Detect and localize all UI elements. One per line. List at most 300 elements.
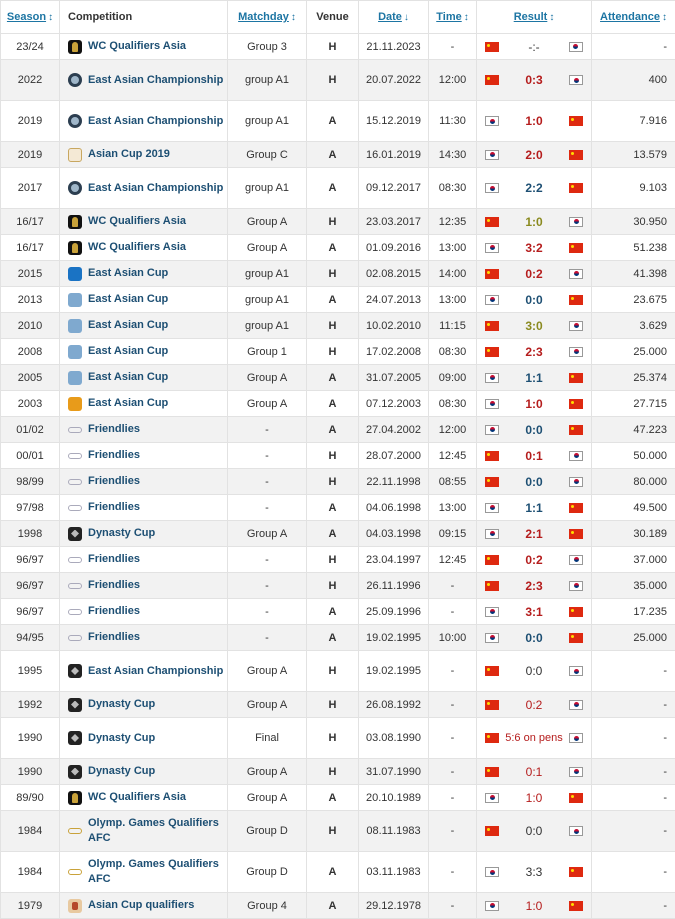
match-score-link[interactable]: 0:1: [525, 449, 542, 463]
friendlies-icon[interactable]: [68, 475, 82, 489]
match-score-link[interactable]: 1:0: [525, 397, 542, 411]
matchday-cell: Group 1: [228, 339, 307, 365]
result-column-header[interactable]: [477, 1, 592, 34]
match-score-link[interactable]: 5:6 on pens: [505, 731, 563, 745]
date-column-header[interactable]: [359, 1, 429, 34]
competition-cell[interactable]: [60, 547, 228, 573]
competition-link[interactable]: East Asian Cup: [88, 292, 168, 307]
date-cell: 01.09.2016: [359, 235, 429, 261]
korea-flag-icon: [485, 150, 499, 160]
east-asian-cup-icon[interactable]: [68, 371, 82, 385]
time-cell: 11:15: [429, 313, 477, 339]
competition-link[interactable]: Friendlies: [88, 578, 140, 593]
match-score-link[interactable]: 0:2: [525, 267, 542, 281]
time-column-header[interactable]: [429, 1, 477, 34]
competition-link[interactable]: Friendlies: [88, 474, 140, 489]
competition-cell[interactable]: [60, 417, 228, 443]
competition-cell[interactable]: [60, 168, 228, 209]
dynasty-cup-icon[interactable]: [68, 698, 82, 712]
time-cell: 08:30: [429, 391, 477, 417]
season-cell: 1984: [1, 811, 60, 852]
venue-cell: A: [307, 495, 359, 521]
china-flag-icon: [485, 700, 499, 710]
match-score-link[interactable]: 0:1: [526, 765, 543, 779]
attendance-cell: 9.103: [592, 168, 675, 209]
competition-link[interactable]: East Asian Cup: [88, 370, 168, 385]
dynasty-cup-icon[interactable]: [68, 765, 82, 779]
competition-header-label: Competition: [68, 11, 132, 23]
season-cell: 94/95: [1, 625, 60, 651]
result-cell: [477, 417, 592, 443]
china-flag-icon: [569, 150, 583, 160]
time-cell: 09:15: [429, 521, 477, 547]
match-score-link[interactable]: 1:0: [526, 791, 543, 805]
venue-cell: A: [307, 168, 359, 209]
date-cell: 21.11.2023: [359, 34, 429, 60]
venue-cell: H: [307, 34, 359, 60]
china-flag-icon: [569, 373, 583, 383]
venue-cell: A: [307, 521, 359, 547]
date-cell: 10.02.2010: [359, 313, 429, 339]
table-row: [1, 261, 675, 287]
time-cell: 11:30: [429, 101, 477, 142]
china-flag-icon: [569, 529, 583, 539]
attendance-cell: -: [592, 718, 675, 759]
sort-icon[interactable]: ↕: [48, 12, 53, 23]
competition-cell[interactable]: [60, 261, 228, 287]
competition-link[interactable]: Olymp. Games Qualifiers AFC: [88, 857, 224, 887]
season-column-header[interactable]: [1, 1, 60, 34]
competition-link[interactable]: Friendlies: [88, 604, 140, 619]
competition-cell[interactable]: [60, 101, 228, 142]
east-asian-championship-icon[interactable]: [68, 114, 82, 128]
result-cell: [477, 365, 592, 391]
competition-cell[interactable]: [60, 785, 228, 811]
korea-flag-icon: [485, 116, 499, 126]
competition-link[interactable]: WC Qualifiers Asia: [88, 39, 186, 54]
table-row: [1, 547, 675, 573]
attendance-cell: 3.629: [592, 313, 675, 339]
date-cell: 23.04.1997: [359, 547, 429, 573]
matchday-cell: -: [228, 443, 307, 469]
korea-flag-icon: [485, 425, 499, 435]
match-score-link[interactable]: 1:0: [525, 114, 542, 128]
table-row: [1, 287, 675, 313]
korea-flag-icon: [569, 42, 583, 52]
match-score-link[interactable]: 2:1: [525, 527, 542, 541]
korea-flag-icon: [485, 607, 499, 617]
match-score-link[interactable]: 0:0: [526, 824, 543, 838]
match-score-link[interactable]: 0:0: [525, 475, 542, 489]
competition-cell[interactable]: [60, 443, 228, 469]
china-flag-icon: [485, 451, 499, 461]
venue-cell: A: [307, 625, 359, 651]
matchday-cell: -: [228, 599, 307, 625]
matchday-header-label[interactable]: Matchday: [238, 11, 289, 23]
competition-cell[interactable]: [60, 521, 228, 547]
dynasty-cup-icon[interactable]: [68, 731, 82, 745]
wc-qualifiers-icon[interactable]: [68, 791, 82, 805]
match-score-link[interactable]: 0:3: [525, 73, 542, 87]
competition-link[interactable]: East Asian Cup: [88, 266, 168, 281]
date-cell: 02.08.2015: [359, 261, 429, 287]
china-flag-icon: [485, 321, 499, 331]
competition-link[interactable]: East Asian Championship: [88, 114, 223, 129]
competition-cell[interactable]: [60, 34, 228, 60]
korea-flag-icon: [569, 555, 583, 565]
matchday-cell: Group A: [228, 209, 307, 235]
time-cell: 10:00: [429, 625, 477, 651]
venue-cell: H: [307, 547, 359, 573]
result-cell: [477, 811, 592, 852]
competition-link[interactable]: WC Qualifiers Asia: [88, 214, 186, 229]
venue-cell: A: [307, 785, 359, 811]
match-score-link[interactable]: 1:0: [526, 899, 543, 913]
match-score-link[interactable]: 1:0: [525, 215, 542, 229]
season-cell: 1984: [1, 852, 60, 893]
korea-flag-icon: [569, 269, 583, 279]
east-asian-cup-icon[interactable]: [68, 397, 82, 411]
attendance-cell: 80.000: [592, 469, 675, 495]
matchday-cell: Group A: [228, 759, 307, 785]
competition-cell[interactable]: [60, 287, 228, 313]
dynasty-cup-icon[interactable]: [68, 527, 82, 541]
table-row: [1, 521, 675, 547]
venue-cell: A: [307, 852, 359, 893]
competition-cell[interactable]: [60, 692, 228, 718]
sort-icon[interactable]: ↕: [464, 12, 469, 23]
season-cell: 1990: [1, 759, 60, 785]
date-cell: 28.07.2000: [359, 443, 429, 469]
korea-flag-icon: [569, 581, 583, 591]
matchday-column-header[interactable]: [228, 1, 307, 34]
match-score-link[interactable]: -:-: [528, 40, 539, 54]
friendlies-icon[interactable]: [68, 631, 82, 645]
competition-link[interactable]: East Asian Championship: [88, 664, 223, 679]
competition-cell[interactable]: [60, 365, 228, 391]
asian-cup-qualifiers-icon[interactable]: [68, 899, 82, 913]
matchday-cell: Group A: [228, 692, 307, 718]
competition-link[interactable]: Friendlies: [88, 422, 140, 437]
table-row: [1, 34, 675, 60]
table-row: [1, 852, 675, 893]
time-cell: 12:00: [429, 60, 477, 101]
result-header-label[interactable]: Result: [514, 11, 548, 23]
time-cell: 08:55: [429, 469, 477, 495]
competition-cell[interactable]: [60, 852, 228, 893]
season-cell: 1979: [1, 893, 60, 919]
competition-cell[interactable]: [60, 313, 228, 339]
match-score-link[interactable]: 3:1: [525, 605, 542, 619]
matchday-cell: Group D: [228, 852, 307, 893]
olympic-qualifiers-icon[interactable]: [68, 824, 82, 838]
venue-cell: H: [307, 718, 359, 759]
result-cell: [477, 718, 592, 759]
venue-cell: H: [307, 339, 359, 365]
attendance-header-label[interactable]: Attendance: [600, 11, 660, 23]
date-cell: 08.11.1983: [359, 811, 429, 852]
competition-cell[interactable]: [60, 759, 228, 785]
date-cell: 26.08.1992: [359, 692, 429, 718]
korea-flag-icon: [485, 373, 499, 383]
matchday-cell: Group D: [228, 811, 307, 852]
sort-icon[interactable]: ↕: [662, 12, 667, 23]
korea-flag-icon: [485, 529, 499, 539]
korea-flag-icon: [569, 321, 583, 331]
competition-cell[interactable]: [60, 391, 228, 417]
korea-flag-icon: [485, 793, 499, 803]
result-cell: [477, 785, 592, 811]
wc-qualifiers-icon[interactable]: [68, 215, 82, 229]
competition-cell[interactable]: [60, 573, 228, 599]
dynasty-cup-icon[interactable]: [68, 664, 82, 678]
match-score-link[interactable]: 1:1: [525, 501, 542, 515]
match-score-link[interactable]: 1:1: [525, 371, 542, 385]
east-asian-championship-icon[interactable]: [68, 73, 82, 87]
date-cell: 16.01.2019: [359, 142, 429, 168]
attendance-cell: 30.189: [592, 521, 675, 547]
east-asian-cup-icon[interactable]: [68, 267, 82, 281]
competition-link[interactable]: Olymp. Games Qualifiers AFC: [88, 816, 224, 846]
competition-link[interactable]: WC Qualifiers Asia: [88, 790, 186, 805]
table-header-row: [1, 1, 675, 34]
table-row: [1, 235, 675, 261]
matchday-cell: -: [228, 547, 307, 573]
attendance-cell: 51.238: [592, 235, 675, 261]
competition-link[interactable]: Dynasty Cup: [88, 764, 155, 779]
time-cell: 09:00: [429, 365, 477, 391]
attendance-cell: -: [592, 34, 675, 60]
time-header-label[interactable]: Time: [436, 11, 461, 23]
sort-down-icon[interactable]: ↓: [404, 12, 409, 23]
china-flag-icon: [569, 793, 583, 803]
venue-cell: H: [307, 469, 359, 495]
competition-cell[interactable]: [60, 599, 228, 625]
wc-qualifiers-icon[interactable]: [68, 40, 82, 54]
date-cell: 31.07.2005: [359, 365, 429, 391]
result-cell: [477, 313, 592, 339]
attendance-cell: 25.374: [592, 365, 675, 391]
time-cell: 08:30: [429, 168, 477, 209]
competition-link[interactable]: Dynasty Cup: [88, 526, 155, 541]
korea-flag-icon: [569, 451, 583, 461]
china-flag-icon: [485, 477, 499, 487]
china-flag-icon: [485, 347, 499, 357]
competition-cell[interactable]: [60, 235, 228, 261]
matchday-cell: -: [228, 495, 307, 521]
korea-flag-icon: [569, 477, 583, 487]
sort-icon[interactable]: ↕: [549, 12, 554, 23]
competition-cell[interactable]: [60, 893, 228, 919]
china-flag-icon: [485, 666, 499, 676]
korea-flag-icon: [569, 826, 583, 836]
competition-link[interactable]: Friendlies: [88, 630, 140, 645]
competition-link[interactable]: Friendlies: [88, 448, 140, 463]
table-row: [1, 443, 675, 469]
match-rows: [1, 34, 675, 919]
competition-link[interactable]: East Asian Cup: [88, 318, 168, 333]
season-cell: 1990: [1, 718, 60, 759]
venue-cell: A: [307, 893, 359, 919]
china-flag-icon: [485, 733, 499, 743]
match-score-link[interactable]: 3:2: [525, 241, 542, 255]
matchday-cell: group A1: [228, 313, 307, 339]
east-asian-cup-icon[interactable]: [68, 345, 82, 359]
date-cell: 09.12.2017: [359, 168, 429, 209]
friendlies-icon[interactable]: [68, 553, 82, 567]
matchday-cell: Group C: [228, 142, 307, 168]
east-asian-cup-icon[interactable]: [68, 319, 82, 333]
competition-cell[interactable]: [60, 60, 228, 101]
match-score-link[interactable]: 2:0: [525, 148, 542, 162]
date-cell: 03.11.1983: [359, 852, 429, 893]
attendance-cell: 17.235: [592, 599, 675, 625]
table-row: [1, 417, 675, 443]
date-cell: 19.02.1995: [359, 625, 429, 651]
time-cell: 08:30: [429, 339, 477, 365]
korea-flag-icon: [485, 243, 499, 253]
match-score-link[interactable]: 0:0: [525, 293, 542, 307]
table-row: [1, 495, 675, 521]
matchday-cell: -: [228, 573, 307, 599]
competition-cell[interactable]: [60, 469, 228, 495]
venue-cell: A: [307, 599, 359, 625]
friendlies-icon[interactable]: [68, 501, 82, 515]
competition-link[interactable]: Asian Cup qualifiers: [88, 898, 194, 913]
competition-link[interactable]: East Asian Cup: [88, 344, 168, 359]
attendance-cell: 25.000: [592, 339, 675, 365]
asian-cup-icon[interactable]: [68, 148, 82, 162]
friendlies-icon[interactable]: [68, 605, 82, 619]
korea-flag-icon: [485, 183, 499, 193]
competition-link[interactable]: East Asian Championship: [88, 73, 223, 88]
match-score-link[interactable]: 0:0: [526, 664, 543, 678]
competition-cell[interactable]: [60, 718, 228, 759]
wc-qualifiers-icon[interactable]: [68, 241, 82, 255]
matchday-cell: group A1: [228, 101, 307, 142]
attendance-cell: 50.000: [592, 443, 675, 469]
attendance-cell: 49.500: [592, 495, 675, 521]
competition-link[interactable]: East Asian Championship: [88, 181, 223, 196]
season-cell: 2003: [1, 391, 60, 417]
matchday-cell: -: [228, 417, 307, 443]
matchday-cell: Group 4: [228, 893, 307, 919]
friendlies-icon[interactable]: [68, 579, 82, 593]
competition-link[interactable]: Friendlies: [88, 552, 140, 567]
result-cell: [477, 599, 592, 625]
sort-icon[interactable]: ↕: [291, 12, 296, 23]
matchday-cell: Group A: [228, 365, 307, 391]
venue-cell: H: [307, 313, 359, 339]
time-cell: 13:00: [429, 495, 477, 521]
attendance-cell: -: [592, 852, 675, 893]
china-flag-icon: [569, 295, 583, 305]
competition-cell[interactable]: [60, 651, 228, 692]
competition-cell[interactable]: [60, 625, 228, 651]
result-cell: [477, 547, 592, 573]
competition-cell[interactable]: [60, 811, 228, 852]
table-row: [1, 60, 675, 101]
result-cell: [477, 287, 592, 313]
match-score-link[interactable]: 3:3: [526, 865, 543, 879]
season-cell: 01/02: [1, 417, 60, 443]
competition-link[interactable]: Asian Cup 2019: [88, 147, 170, 162]
korea-flag-icon: [569, 767, 583, 777]
china-flag-icon: [485, 581, 499, 591]
match-score-link[interactable]: 2:3: [525, 345, 542, 359]
china-flag-icon: [569, 116, 583, 126]
match-score-link[interactable]: 3:0: [525, 319, 542, 333]
season-cell: 2010: [1, 313, 60, 339]
east-asian-cup-icon[interactable]: [68, 293, 82, 307]
attendance-cell: 13.579: [592, 142, 675, 168]
season-cell: 16/17: [1, 209, 60, 235]
match-score-link[interactable]: 2:3: [525, 579, 542, 593]
competition-cell[interactable]: [60, 339, 228, 365]
result-cell: [477, 101, 592, 142]
match-score-link[interactable]: 0:0: [525, 631, 542, 645]
competition-link[interactable]: Dynasty Cup: [88, 731, 155, 746]
china-flag-icon: [569, 867, 583, 877]
competition-link[interactable]: East Asian Cup: [88, 396, 168, 411]
result-cell: [477, 651, 592, 692]
result-cell: [477, 443, 592, 469]
competition-cell[interactable]: [60, 142, 228, 168]
table-row: [1, 785, 675, 811]
match-score-link[interactable]: 0:0: [525, 423, 542, 437]
china-flag-icon: [569, 607, 583, 617]
date-header-label[interactable]: Date: [378, 11, 402, 23]
time-cell: 13:00: [429, 287, 477, 313]
competition-cell[interactable]: [60, 209, 228, 235]
attendance-column-header[interactable]: [592, 1, 675, 34]
date-cell: 04.03.1998: [359, 521, 429, 547]
table-row: [1, 142, 675, 168]
friendlies-icon[interactable]: [68, 449, 82, 463]
competition-link[interactable]: Dynasty Cup: [88, 697, 155, 712]
season-cell: 2022: [1, 60, 60, 101]
time-cell: -: [429, 852, 477, 893]
friendlies-icon[interactable]: [68, 423, 82, 437]
attendance-cell: -: [592, 692, 675, 718]
matchday-cell: Group A: [228, 521, 307, 547]
match-score-link[interactable]: 0:2: [526, 698, 543, 712]
china-flag-icon: [485, 555, 499, 565]
result-cell: [477, 893, 592, 919]
match-score-link[interactable]: 0:2: [525, 553, 542, 567]
season-cell: 1992: [1, 692, 60, 718]
china-flag-icon: [485, 269, 499, 279]
result-cell: [477, 235, 592, 261]
competition-link[interactable]: Friendlies: [88, 500, 140, 515]
east-asian-championship-icon[interactable]: [68, 181, 82, 195]
korea-flag-icon: [485, 633, 499, 643]
season-cell: 98/99: [1, 469, 60, 495]
season-cell: 97/98: [1, 495, 60, 521]
matchday-cell: -: [228, 625, 307, 651]
competition-link[interactable]: WC Qualifiers Asia: [88, 240, 186, 255]
season-cell: 2015: [1, 261, 60, 287]
venue-cell: H: [307, 443, 359, 469]
match-score-link[interactable]: 2:2: [525, 181, 542, 195]
date-cell: 17.02.2008: [359, 339, 429, 365]
result-cell: [477, 142, 592, 168]
olympic-qualifiers-icon[interactable]: [68, 865, 82, 879]
china-flag-icon: [569, 901, 583, 911]
season-cell: 16/17: [1, 235, 60, 261]
competition-cell[interactable]: [60, 495, 228, 521]
season-header-label[interactable]: Season: [7, 11, 46, 23]
